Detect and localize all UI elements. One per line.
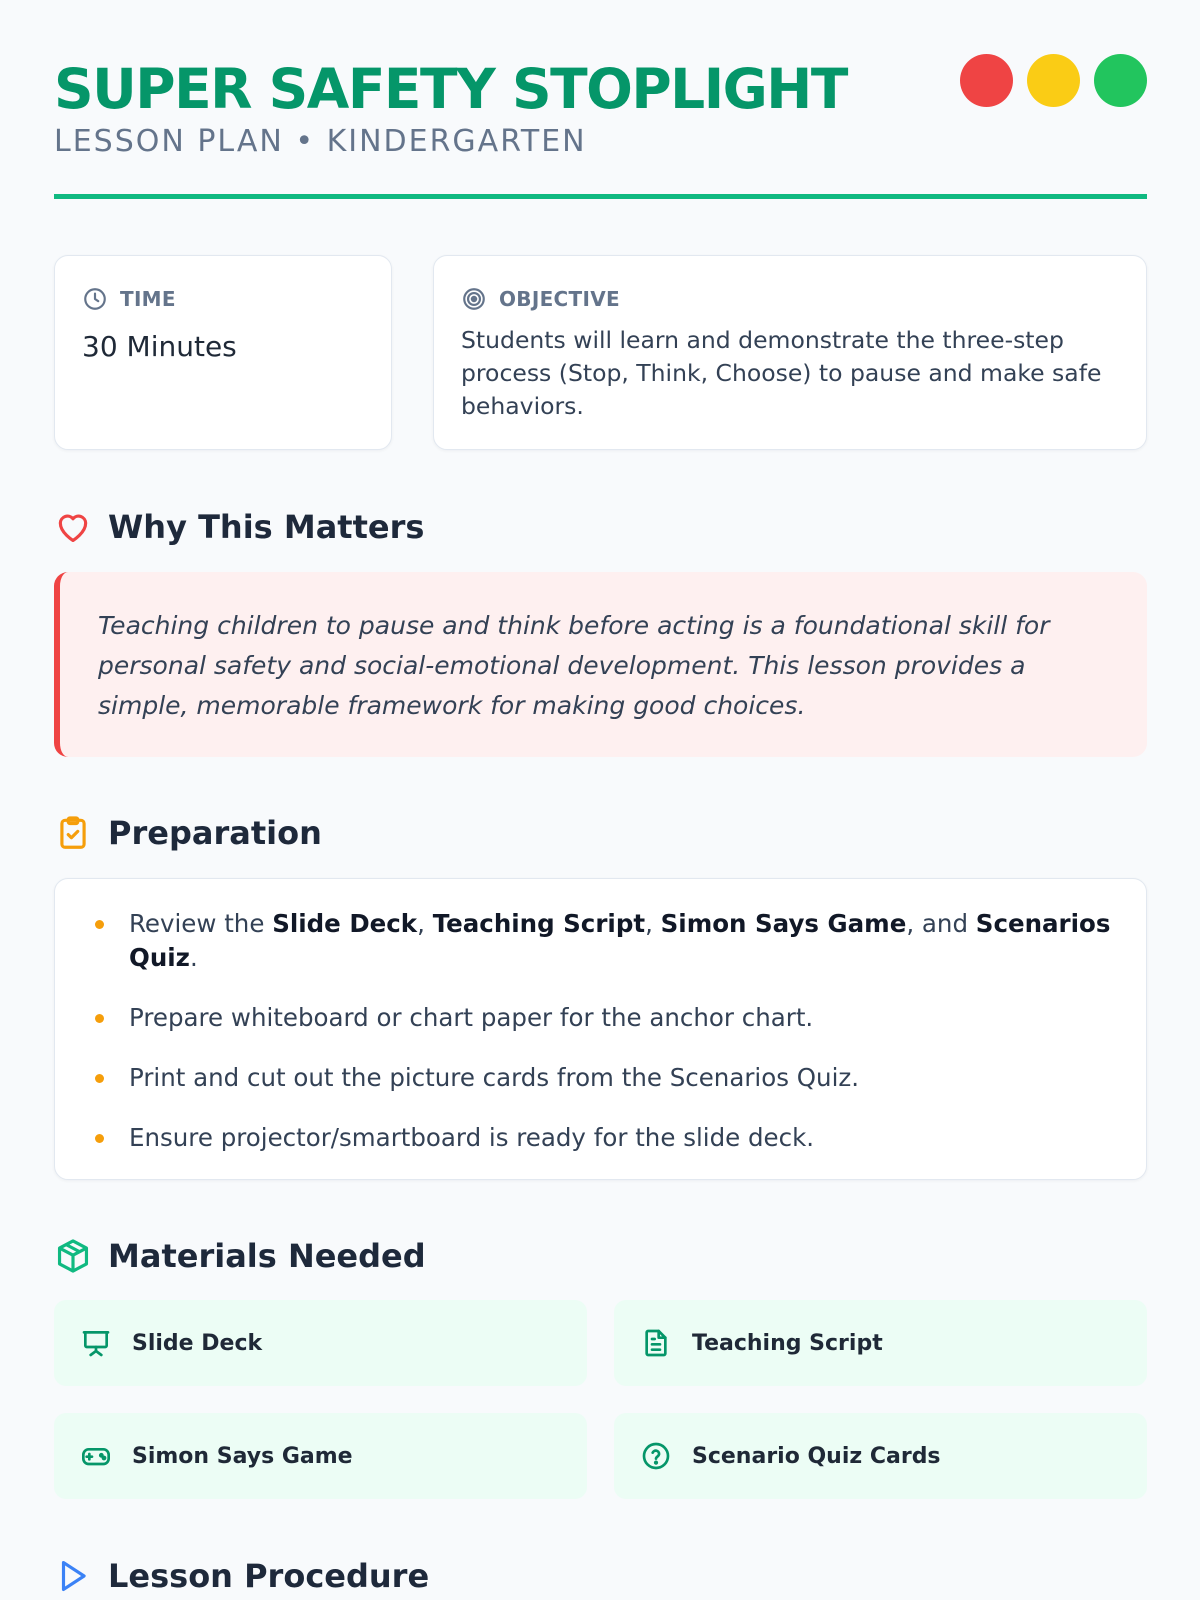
why-heading-text: Why This Matters: [108, 508, 425, 546]
material-simon-says-game: Simon Says Game: [54, 1413, 587, 1499]
why-text: Teaching children to pause and think before acting is a foundational skill for personal safety and social-emotional development. This lesson provides a simple, memorable framework for making good choices.: [98, 611, 1050, 720]
bullet-icon: [95, 920, 104, 929]
red-light-icon: [960, 54, 1013, 107]
page-title: SUPER SAFETY STOPLIGHT: [54, 57, 847, 121]
materials-heading: [54, 1237, 426, 1275]
time-label-text: TIME: [120, 287, 176, 311]
play-icon: [54, 1557, 92, 1595]
presentation-icon: [80, 1327, 112, 1359]
bullet-icon: [95, 1014, 104, 1023]
header: [54, 0, 1147, 200]
objective-label: [461, 286, 620, 312]
clock-icon: [82, 286, 108, 312]
gamepad-icon: [80, 1440, 112, 1472]
lesson-plan-page: [54, 0, 1147, 1595]
box-icon: [54, 1237, 92, 1275]
green-light-icon: [1094, 54, 1147, 107]
material-teaching-script: Teaching Script: [614, 1300, 1147, 1386]
objective-label-text: OBJECTIVE: [499, 287, 620, 311]
list-item: Review the Slide Deck, Teaching Script, Simon Says Game, and Scenarios Quiz.: [95, 907, 1126, 975]
time-label: [82, 286, 176, 312]
bullet-icon: [95, 1074, 104, 1083]
time-card: [54, 255, 392, 450]
question-circle-icon: [640, 1440, 672, 1472]
list-item: Print and cut out the picture cards from the Scenarios Quiz.: [95, 1061, 1126, 1095]
preparation-heading: [54, 814, 322, 852]
preparation-card: [54, 878, 1147, 1180]
procedure-heading-text: Lesson Procedure: [108, 1557, 430, 1595]
objective-card: [433, 255, 1147, 450]
stoplight: [960, 54, 1147, 107]
heart-icon: [54, 508, 92, 546]
why-callout: [54, 572, 1147, 757]
clipboard-check-icon: [54, 814, 92, 852]
material-slide-deck: Slide Deck: [54, 1300, 587, 1386]
page-subtitle: LESSON PLAN • KINDERGARTEN: [54, 124, 587, 159]
materials-heading-text: Materials Needed: [108, 1237, 426, 1275]
bullet-icon: [95, 1134, 104, 1143]
objective-text: Students will learn and demonstrate the three-step process (Stop, Think, Choose) to pause and make safe behaviors.: [461, 326, 1102, 420]
yellow-light-icon: [1027, 54, 1080, 107]
why-heading: [54, 508, 424, 546]
preparation-list: [95, 907, 1126, 1181]
preparation-heading-text: Preparation: [108, 814, 322, 852]
list-item: Ensure projector/smartboard is ready for the slide deck.: [95, 1121, 1126, 1155]
document-icon: [640, 1327, 672, 1359]
header-divider: [54, 194, 1147, 199]
target-icon: [461, 286, 487, 312]
material-scenario-quiz-cards: Scenario Quiz Cards: [614, 1413, 1147, 1499]
time-value: 30 Minutes: [82, 330, 237, 363]
procedure-heading: [54, 1557, 429, 1595]
list-item: Prepare whiteboard or chart paper for the anchor chart.: [95, 1001, 1126, 1035]
